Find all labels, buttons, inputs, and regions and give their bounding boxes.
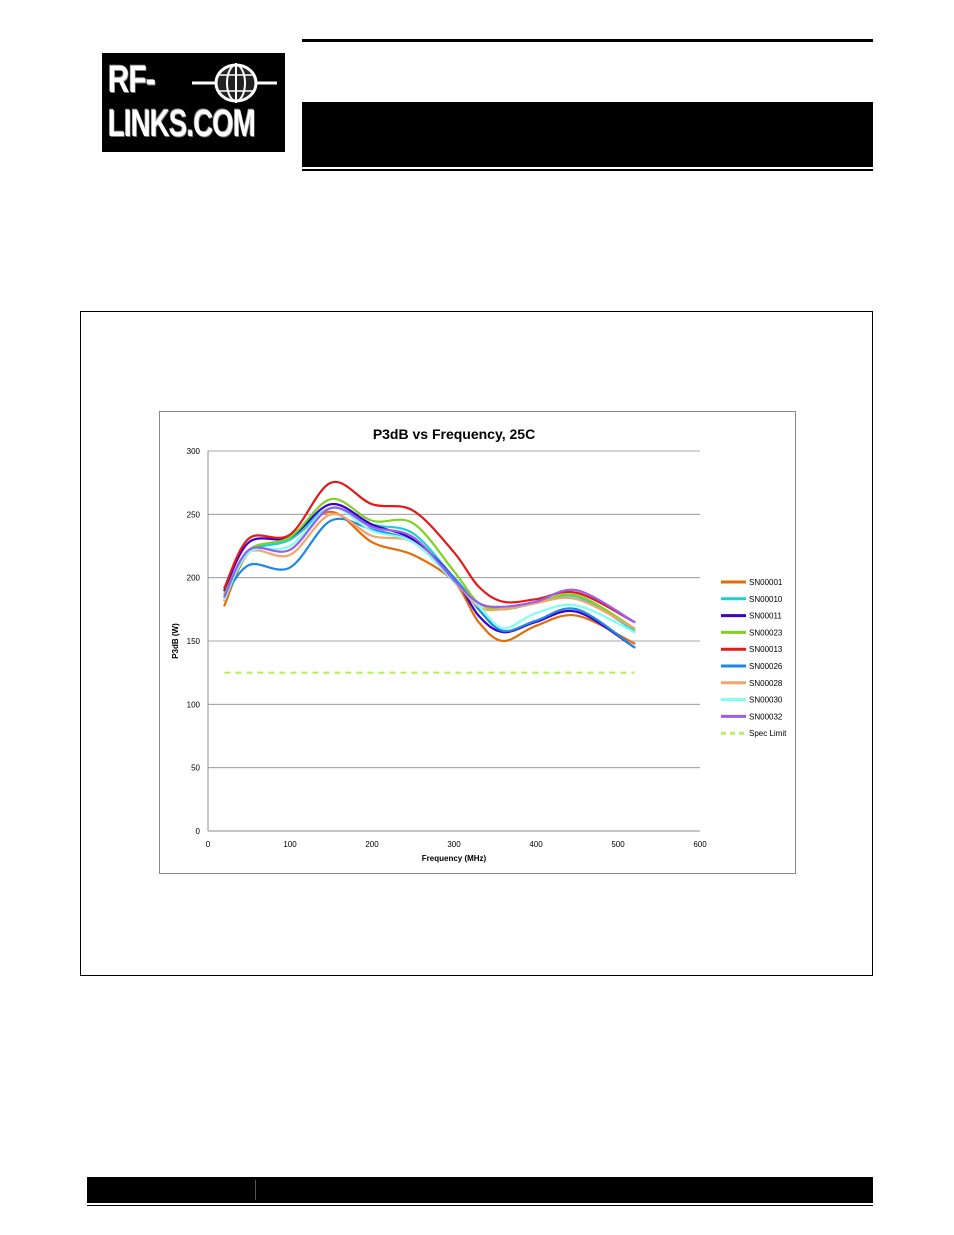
- company-logo: [102, 53, 285, 152]
- legend-label: SN00023: [749, 628, 783, 638]
- header-rule: [302, 39, 873, 42]
- chart-container: [159, 411, 796, 874]
- y-tick-label: 0: [195, 827, 200, 836]
- x-tick-label: 600: [693, 840, 707, 849]
- chart-title: P3dB vs Frequency, 25C: [372, 426, 536, 442]
- footer-rule: [87, 1205, 873, 1206]
- y-tick-label: 100: [186, 700, 200, 710]
- x-tick-label: 300: [447, 840, 461, 849]
- x-tick-label: 400: [529, 840, 543, 849]
- legend-label: SN00032: [749, 712, 783, 722]
- legend-label: SN00013: [749, 645, 783, 655]
- line-chart: [160, 412, 797, 875]
- legend-label: Spec Limit: [749, 729, 787, 739]
- x-tick-label: 200: [365, 840, 379, 849]
- x-tick-label: 100: [283, 840, 297, 849]
- y-tick-label: 300: [186, 447, 200, 456]
- legend-label: SN00028: [749, 678, 783, 688]
- x-tick-label: 500: [611, 840, 625, 849]
- globe-icon: [192, 61, 277, 105]
- legend-label: SN00011: [749, 611, 782, 621]
- footer-divider: [255, 1180, 256, 1200]
- y-tick-label: 200: [186, 573, 200, 583]
- footer-bar: [87, 1177, 873, 1203]
- y-axis-title: P3dB (W): [171, 623, 180, 659]
- legend-label: SN00001: [749, 578, 783, 587]
- header-bar: [302, 102, 873, 167]
- logo-line-links: LINKS.COM: [108, 103, 256, 145]
- header-underline: [302, 169, 873, 171]
- x-tick-label: 0: [205, 840, 211, 849]
- y-tick-label: 150: [186, 637, 200, 646]
- logo-line-rf: RF-: [108, 59, 156, 101]
- y-tick-label: 50: [191, 763, 200, 773]
- legend-label: SN00010: [749, 594, 783, 604]
- legend-label: SN00026: [749, 662, 783, 671]
- x-axis-title: Frequency (MHz): [421, 854, 487, 863]
- legend-label: SN00030: [749, 695, 783, 705]
- y-tick-label: 250: [186, 510, 200, 520]
